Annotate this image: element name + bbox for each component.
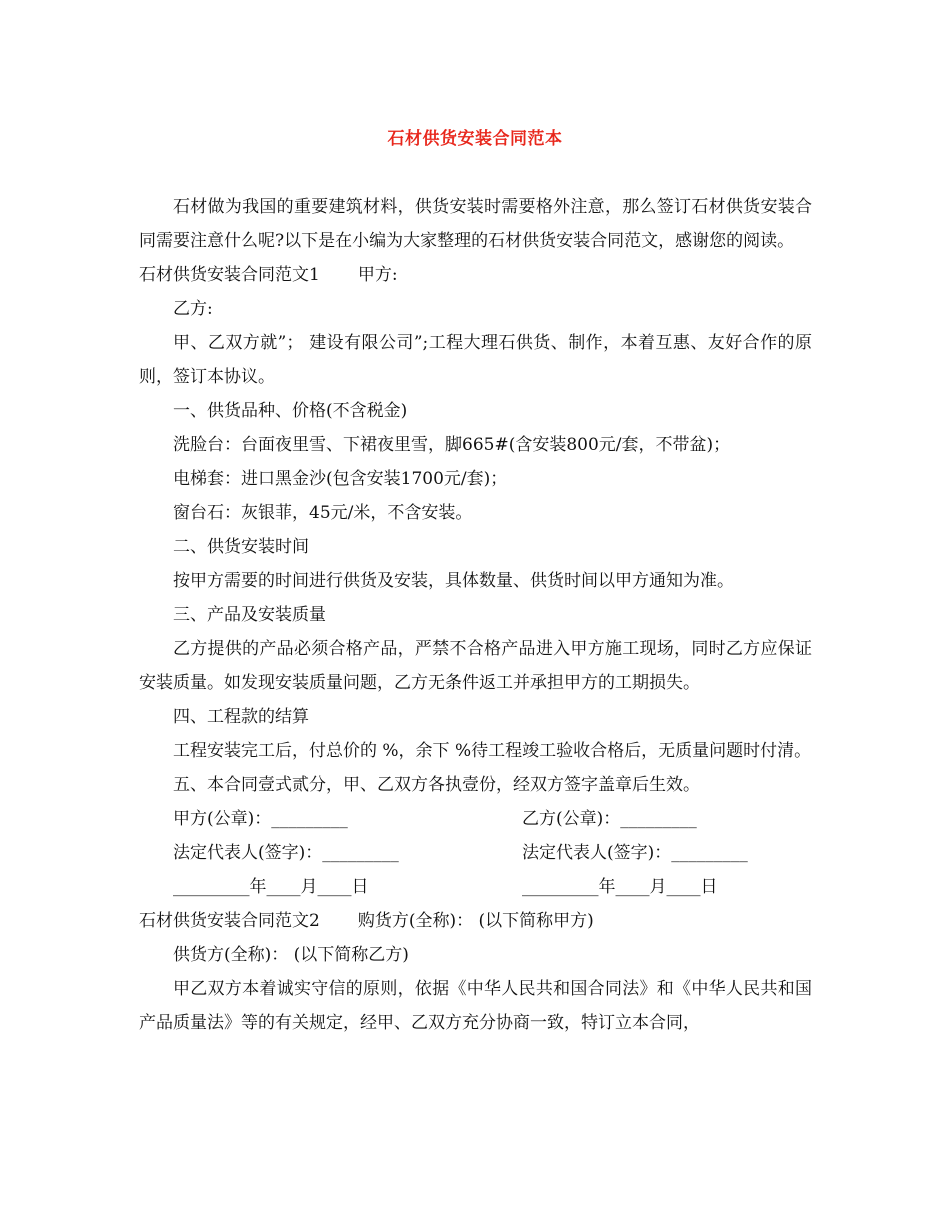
section3-title: 三、产品及安装质量 xyxy=(173,605,326,625)
contract2-heading: 石材供货安装合同范文2 xyxy=(139,911,320,931)
contract2-buyer: 购货方(全称)： (以下简称甲方) xyxy=(357,911,594,931)
signature-date-row xyxy=(139,870,812,904)
section5-title: 五、本合同壹式贰分，甲、乙双方各执壹份，经双方签字盖章后生效。 xyxy=(173,775,700,795)
party-b-representative: 法定代表人(签字)：_________ xyxy=(522,843,748,863)
section1-item-washbasin: 洗脸台：台面夜里雪、下裙夜里雪，脚665#(含安装800元/套，不带盆)； xyxy=(173,435,731,455)
contract1-party-b: 乙方: xyxy=(173,299,213,319)
party-b-date: _________年____月____日 xyxy=(522,877,718,897)
party-a-representative: 法定代表人(签字)：_________ xyxy=(173,843,399,863)
section1-item-windowsill: 窗台石：灰银菲，45元/米，不含安装。 xyxy=(173,503,473,523)
section1-item-elevator: 电梯套：进口黑金沙(包含安装1700元/套)； xyxy=(173,469,508,489)
party-a-date: _________年____月____日 xyxy=(173,877,369,897)
section4-text: 工程安装完工后，付总价的 %，余下 %待工程竣工验收合格后，无质量问题时付清。 xyxy=(173,741,812,761)
contract2-heading-line xyxy=(139,904,812,938)
intro-paragraph: 石材做为我国的重要建筑材料，供货安装时需要格外注意，那么签订石材供货安装合同需要注意什么呢?以下是在小编为大家整理的石材供货安装合同范文，感谢您的阅读。 xyxy=(139,197,812,251)
contract2-supplier: 供货方(全称)： (以下简称乙方) xyxy=(173,945,409,965)
contract2-preamble: 甲乙双方本着诚实守信的原则，依据《中华人民共和国合同法》和《中华人民共和国产品质量法》等的有关规定，经甲、乙双方充分协商一致，特订立本合同， xyxy=(139,979,812,1033)
signature-rep-row xyxy=(139,836,812,870)
section2-text: 按甲方需要的时间进行供货及安装，具体数量、供货时间以甲方通知为准。 xyxy=(173,571,734,591)
section1-title: 一、供货品种、价格(不含税金) xyxy=(173,401,408,421)
section2-title: 二、供货安装时间 xyxy=(173,537,309,557)
contract1-party-a: 甲方: xyxy=(357,265,398,285)
signature-seal-row xyxy=(139,802,812,836)
document-body xyxy=(139,190,812,1040)
contract1-heading: 石材供货安装合同范文1 xyxy=(139,265,320,285)
contract1-preamble: 甲、乙双方就”； 建设有限公司”;工程大理石供货、制作，本着互惠、友好合作的原则，签订本协议。 xyxy=(139,333,812,387)
party-a-seal: 甲方(公章)：_________ xyxy=(173,809,348,829)
party-b-seal: 乙方(公章)：_________ xyxy=(522,809,697,829)
section3-text: 乙方提供的产品必须合格产品，严禁不合格产品进入甲方施工现场，同时乙方应保证安装质量。如发现安装质量问题，乙方无条件返工并承担甲方的工期损失。 xyxy=(139,639,812,693)
document-title: 石材供货安装合同范本 xyxy=(387,129,563,149)
section4-title: 四、工程款的结算 xyxy=(173,707,309,727)
contract1-heading-line xyxy=(139,258,812,292)
